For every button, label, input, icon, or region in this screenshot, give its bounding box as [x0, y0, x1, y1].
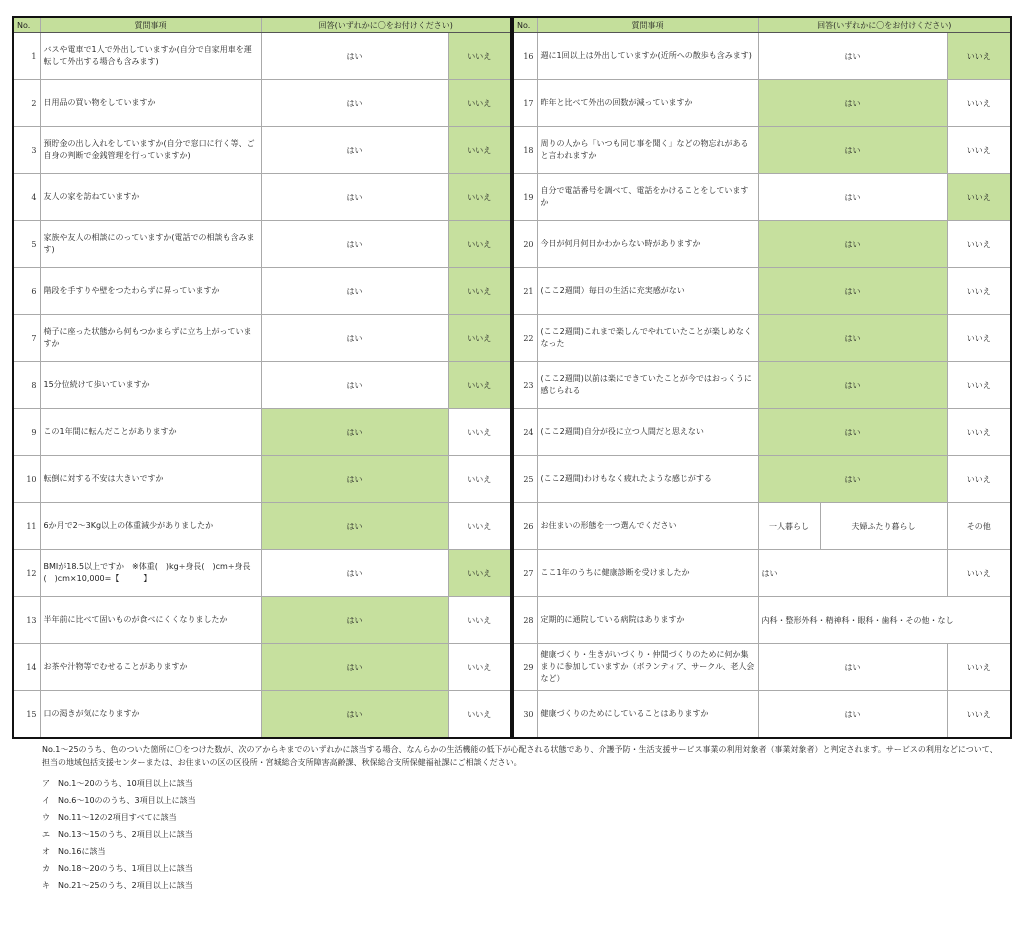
question-number: 7 — [13, 315, 40, 362]
answer-yes[interactable]: はい — [758, 409, 947, 456]
question-text: 健康づくり・生きがいづくり・仲間づくりのために何か集まりに参加していますか（ボランティア、サークル、老人会など） — [537, 644, 758, 691]
answer-yes[interactable]: はい — [261, 691, 448, 739]
answer-no[interactable]: いいえ — [448, 221, 511, 268]
question-text: 預貯金の出し入れをしていますか(自分で窓口に行く等、ご自身の判断で金銭管理を行っていますか) — [40, 127, 261, 174]
question-number: 28 — [513, 597, 537, 644]
question-text: この1年間に転んだことがありますか — [40, 409, 261, 456]
question-row-18 — [513, 127, 1011, 174]
notes-intro: No.1～25のうち、色のついた箇所に〇をつけた数が、次のアからキまでのいずれかに該当する場合、なんらかの生活機能の低下が心配される状態であり、介護予防・生活支援サービス事業の利用対象者（事業対象者）と判定されます。サービスの利用などについて、担当の地域包括支援センターまたは、お住まいの区の区役所・宮城総合支所障害高齢課、秋保総合支所保健福祉課にご相談ください。 — [42, 745, 998, 767]
question-number: 15 — [13, 691, 40, 739]
question-text: 口の渇きが気になりますか — [40, 691, 261, 739]
question-row-26 — [513, 503, 1011, 550]
question-number: 22 — [513, 315, 537, 362]
question-number: 6 — [13, 268, 40, 315]
question-text: バスや電車で1人で外出していますか(自分で自家用車を運転して外出する場合も含みます) — [40, 33, 261, 80]
header-answer: 回答(いずれかに〇をお付けください) — [261, 17, 511, 33]
question-text: 6か月で2～3Kg以上の体重減少がありましたか — [40, 503, 261, 550]
question-text: (ここ2週間)自分が役に立つ人間だと思えない — [537, 409, 758, 456]
answer-yes[interactable]: はい — [261, 221, 448, 268]
question-number: 11 — [13, 503, 40, 550]
answer-option-3[interactable]: その他 — [947, 503, 1011, 550]
question-table-left — [12, 16, 512, 739]
answer-no[interactable]: いいえ — [947, 268, 1011, 315]
question-number: 19 — [513, 174, 537, 221]
answer-no[interactable]: いいえ — [947, 409, 1011, 456]
answer-yes[interactable]: はい — [261, 503, 448, 550]
question-text: 転倒に対する不安は大きいですか — [40, 456, 261, 503]
question-row-23 — [513, 362, 1011, 409]
question-row-6 — [13, 268, 511, 315]
question-text: 日用品の買い物をしていますか — [40, 80, 261, 127]
question-number: 12 — [13, 550, 40, 597]
answer-choices[interactable]: 内科・整形外科・精神科・眼科・歯科・その他・なし — [758, 597, 1011, 644]
question-text: 週に1回以上は外出していますか(近所への散歩も含みます) — [537, 33, 758, 80]
question-number: 18 — [513, 127, 537, 174]
header-question: 質問事項 — [40, 17, 261, 33]
answer-option-1[interactable]: 一人暮らし — [758, 503, 820, 550]
header-no: No. — [513, 17, 537, 33]
answer-yes[interactable]: はい — [261, 127, 448, 174]
question-text: (ここ2週間)以前は楽にできていたことが今ではおっくうに感じられる — [537, 362, 758, 409]
answer-no[interactable]: いいえ — [947, 174, 1011, 221]
question-row-14 — [13, 644, 511, 691]
header-answer: 回答(いずれかに〇をお付けください) — [758, 17, 1011, 33]
answer-no[interactable]: いいえ — [448, 691, 511, 739]
answer-no[interactable]: いいえ — [947, 691, 1011, 739]
criteria-item: オ No.16に該当 — [42, 847, 106, 856]
question-text: (ここ2週間)これまで楽しんでやれていたことが楽しめなくなった — [537, 315, 758, 362]
question-row-25 — [513, 456, 1011, 503]
question-number: 29 — [513, 644, 537, 691]
question-row-27 — [513, 550, 1011, 597]
question-row-17 — [513, 80, 1011, 127]
answer-no[interactable]: いいえ — [947, 127, 1011, 174]
answer-no[interactable]: いいえ — [947, 33, 1011, 80]
question-tables — [12, 16, 1008, 739]
question-number: 16 — [513, 33, 537, 80]
question-number: 20 — [513, 221, 537, 268]
question-number: 27 — [513, 550, 537, 597]
answer-yes[interactable]: はい — [261, 174, 448, 221]
answer-no[interactable]: いいえ — [947, 644, 1011, 691]
question-list-right — [513, 33, 1011, 739]
question-text: BMIが18.5以上ですか ※体重( )kg÷身長( )cm÷身長( )cm×10,000=【 】 — [40, 550, 261, 597]
answer-yes[interactable]: はい — [261, 644, 448, 691]
question-text: 階段を手すりや壁をつたわらずに昇っていますか — [40, 268, 261, 315]
question-row-21 — [513, 268, 1011, 315]
answer-no[interactable]: いいえ — [448, 174, 511, 221]
question-row-29 — [513, 644, 1011, 691]
answer-yes[interactable]: はい — [758, 362, 947, 409]
question-number: 21 — [513, 268, 537, 315]
question-text: 椅子に座った状態から何もつかまらずに立ち上がっていますか — [40, 315, 261, 362]
question-number: 25 — [513, 456, 537, 503]
answer-option-2[interactable]: 夫婦ふたり暮らし — [820, 503, 947, 550]
answer-no[interactable]: いいえ — [947, 315, 1011, 362]
question-row-24 — [513, 409, 1011, 456]
answer-no[interactable]: いいえ — [448, 597, 511, 644]
question-text: 健康づくりのためにしていることはありますか — [537, 691, 758, 739]
answer-no[interactable]: いいえ — [448, 80, 511, 127]
question-row-5 — [13, 221, 511, 268]
criteria-item: エ No.13～15のうち、2項目以上に該当 — [42, 830, 193, 839]
criteria-item: ウ No.11～12の2項目すべてに該当 — [42, 813, 177, 822]
answer-yes[interactable]: はい — [261, 33, 448, 80]
question-number: 2 — [13, 80, 40, 127]
answer-yes[interactable]: はい — [758, 80, 947, 127]
answer-no[interactable]: いいえ — [947, 221, 1011, 268]
question-text: 友人の家を訪ねていますか — [40, 174, 261, 221]
question-text: (ここ2週間)わけもなく疲れたような感じがする — [537, 456, 758, 503]
header-question: 質問事項 — [537, 17, 758, 33]
answer-yes[interactable]: はい — [758, 127, 947, 174]
question-number: 8 — [13, 362, 40, 409]
answer-no[interactable]: いいえ — [448, 503, 511, 550]
question-row-1 — [13, 33, 511, 80]
answer-yes[interactable]: はい — [758, 315, 947, 362]
answer-yes[interactable]: はい — [261, 456, 448, 503]
criteria-list — [42, 775, 1008, 894]
question-text: 自分で電話番号を調べて、電話をかけることをしていますか — [537, 174, 758, 221]
question-row-19 — [513, 174, 1011, 221]
answer-yes[interactable]: はい — [758, 221, 947, 268]
criteria-item: キ No.21～25のうち、2項目以上に該当 — [42, 881, 193, 890]
question-table-right — [512, 16, 1012, 739]
question-number: 5 — [13, 221, 40, 268]
answer-no[interactable]: いいえ — [947, 456, 1011, 503]
answer-yes[interactable]: はい — [758, 550, 947, 597]
question-text: 周りの人から「いつも同じ事を聞く」などの物忘れがあると言われますか — [537, 127, 758, 174]
table-header-row — [13, 17, 511, 33]
question-number: 30 — [513, 691, 537, 739]
answer-no[interactable]: いいえ — [448, 644, 511, 691]
question-number: 13 — [13, 597, 40, 644]
question-row-3 — [13, 127, 511, 174]
answer-no[interactable]: いいえ — [448, 315, 511, 362]
question-number: 26 — [513, 503, 537, 550]
question-row-8 — [13, 362, 511, 409]
judgement-notes — [12, 743, 1008, 894]
question-row-22 — [513, 315, 1011, 362]
question-number: 10 — [13, 456, 40, 503]
question-row-10 — [13, 456, 511, 503]
answer-yes[interactable]: はい — [261, 80, 448, 127]
question-text: 定期的に通院している病院はありますか — [537, 597, 758, 644]
answer-no[interactable]: いいえ — [448, 456, 511, 503]
answer-yes[interactable]: はい — [261, 268, 448, 315]
criteria-item: カ No.18～20のうち、1項目以上に該当 — [42, 864, 193, 873]
question-text: 半年前に比べて固いものが食べにくくなりましたか — [40, 597, 261, 644]
answer-yes[interactable]: はい — [261, 315, 448, 362]
question-row-4 — [13, 174, 511, 221]
answer-yes[interactable]: はい — [261, 597, 448, 644]
answer-no[interactable]: いいえ — [448, 362, 511, 409]
answer-yes[interactable]: はい — [758, 644, 947, 691]
criteria-item: イ No.6～10ののうち、3項目以上に該当 — [42, 796, 196, 805]
question-text: お住まいの形態を一つ選んでください — [537, 503, 758, 550]
table-header-row — [513, 17, 1011, 33]
question-row-16 — [513, 33, 1011, 80]
answer-yes[interactable]: はい — [758, 174, 947, 221]
question-row-28 — [513, 597, 1011, 644]
answer-yes[interactable]: はい — [261, 362, 448, 409]
question-text: 今日が何月何日かわからない時がありますか — [537, 221, 758, 268]
question-list-left — [13, 33, 511, 739]
question-number: 24 — [513, 409, 537, 456]
question-number: 23 — [513, 362, 537, 409]
question-text: 15分位続けて歩いていますか — [40, 362, 261, 409]
answer-no[interactable]: いいえ — [448, 550, 511, 597]
question-row-7 — [13, 315, 511, 362]
answer-no[interactable]: いいえ — [947, 550, 1011, 597]
question-row-12 — [13, 550, 511, 597]
answer-no[interactable]: いいえ — [448, 127, 511, 174]
question-row-2 — [13, 80, 511, 127]
answer-no[interactable]: いいえ — [448, 409, 511, 456]
question-row-15 — [13, 691, 511, 739]
question-row-9 — [13, 409, 511, 456]
question-text: 昨年と比べて外出の回数が減っていますか — [537, 80, 758, 127]
question-row-13 — [13, 597, 511, 644]
answer-yes[interactable]: はい — [261, 409, 448, 456]
criteria-item: ア No.1～20のうち、10項目以上に該当 — [42, 779, 193, 788]
answer-yes[interactable]: はい — [261, 550, 448, 597]
question-row-20 — [513, 221, 1011, 268]
question-number: 3 — [13, 127, 40, 174]
question-text: お茶や汁物等でむせることがありますか — [40, 644, 261, 691]
answer-no[interactable]: いいえ — [448, 33, 511, 80]
question-row-30 — [513, 691, 1011, 739]
question-number: 1 — [13, 33, 40, 80]
header-no: No. — [13, 17, 40, 33]
answer-no[interactable]: いいえ — [947, 80, 1011, 127]
answer-yes[interactable]: はい — [758, 33, 947, 80]
question-number: 17 — [513, 80, 537, 127]
question-text: (ここ2週間）毎日の生活に充実感がない — [537, 268, 758, 315]
answer-no[interactable]: いいえ — [448, 268, 511, 315]
question-text: ここ1年のうちに健康診断を受けましたか — [537, 550, 758, 597]
answer-yes[interactable]: はい — [758, 691, 947, 739]
answer-yes[interactable]: はい — [758, 268, 947, 315]
question-number: 9 — [13, 409, 40, 456]
answer-no[interactable]: いいえ — [947, 362, 1011, 409]
question-text: 家族や友人の相談にのっていますか(電話での相談も含みます) — [40, 221, 261, 268]
question-row-11 — [13, 503, 511, 550]
question-number: 4 — [13, 174, 40, 221]
questionnaire-sheet — [12, 16, 1008, 894]
answer-yes[interactable]: はい — [758, 456, 947, 503]
question-number: 14 — [13, 644, 40, 691]
